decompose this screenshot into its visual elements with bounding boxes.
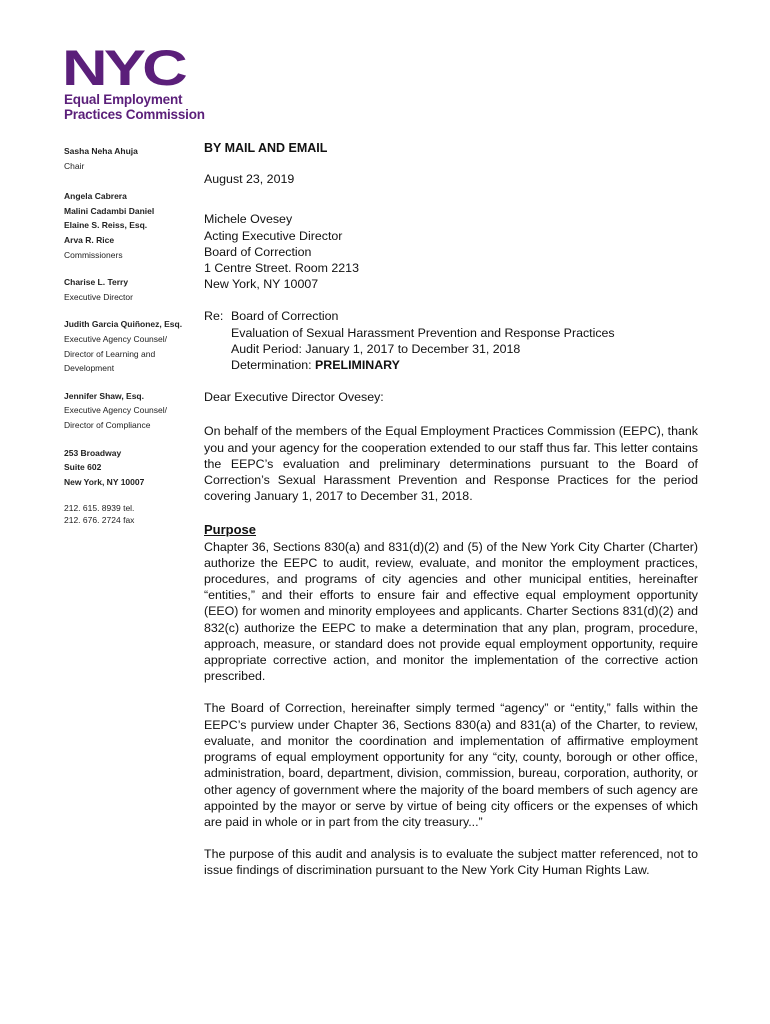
paragraph-intro: On behalf of the members of the Equal Employment Practices Commission (EEPC), thank you and your agency for the cooperation extended to our staff thus far. This letter contains the EEPC’s evaluation and preliminary determinations pursuant to the Board of Correction’s Sexual Harassment Prevention and Response Practices for the period covering January 1, 2017 to December 31, 2018. bbox=[204, 424, 698, 504]
counsel-learning-title: Director of Learning and bbox=[64, 348, 156, 359]
chair-name: Sasha Neha Ahuja bbox=[64, 146, 138, 156]
phone-number: 212. 615. 8939 tel. bbox=[64, 503, 135, 514]
address-group bbox=[64, 446, 194, 490]
re-line: Board of Correction bbox=[231, 309, 339, 324]
paragraph-authority: Chapter 36, Sections 830(a) and 831(d)(2) and (5) of the New York City Charter (Charter) authorize the EEPC to audit, review, evaluate, and monitor the employment practices, procedures, and programs of city agencies and other municipal entities, hereinafter “entities,” and their efforts to ensure fair and effective equal employment opportunity (EEO) for women and minority employees and applicants. Charter Sections 831(d)(2) and 832(c) authorize the EEPC to make a determination that any plan, program, procedure, approach, measure, or standard does not provide equal employment opportunity, require appropriate corrective action, and monitor the implementation of the corrective action prescribed. bbox=[204, 539, 698, 684]
salutation: Dear Executive Director Ovesey: bbox=[204, 390, 384, 405]
address-line: Suite 602 bbox=[64, 462, 102, 473]
commissioners-group bbox=[64, 189, 194, 262]
recipient-line: 1 Centre Street. Room 2213 bbox=[204, 261, 359, 276]
counsel-compliance-title: Executive Agency Counsel/ bbox=[64, 405, 168, 416]
re-block bbox=[204, 308, 698, 373]
counsel-compliance-title: Director of Compliance bbox=[64, 419, 151, 430]
purpose-heading: Purpose bbox=[204, 522, 257, 538]
org-name-line2: Practices Commission bbox=[64, 107, 205, 122]
determination-line bbox=[231, 357, 615, 373]
determination-label: Determination: bbox=[231, 358, 316, 373]
fax-number: 212. 676. 2724 fax bbox=[64, 515, 135, 526]
re-line: Evaluation of Sexual Harassment Prevention and Response Practices bbox=[231, 325, 615, 340]
address-line: New York, NY 10007 bbox=[64, 476, 145, 487]
sidebar-staff-list bbox=[64, 144, 194, 539]
chair-title: Chair bbox=[64, 160, 85, 171]
re-lines bbox=[231, 308, 615, 373]
executive-director-group bbox=[64, 275, 194, 304]
commissioner-name: Arva R. Rice bbox=[64, 234, 115, 245]
commissioner-name: Angela Cabrera bbox=[64, 191, 127, 202]
recipient-line: Acting Executive Director bbox=[204, 228, 343, 243]
counsel-compliance-group bbox=[64, 389, 194, 433]
paragraph-jurisdiction: The Board of Correction, hereinafter simply termed “agency” or “entity,” falls within the EEPC’s purview under Chapter 36, Sections 830(a) and 831(a) of the Charter, to review, evaluate, and monitor the coordination and implementation of affirmative employment programs of equal employment opportunity for any “city, county, borough or other office, administration, board, department, division, commission, bureau, corporation, authority, or other agency of government where the majority of the board members of such agency are appointed by the mayor or serve by virtue of being city officers or the expenses of which are paid in whole or in part from the city treasury...” bbox=[204, 701, 698, 829]
recipient-line: Board of Correction bbox=[204, 244, 312, 259]
counsel-learning-title: Executive Agency Counsel/ bbox=[64, 333, 168, 344]
nyc-logo-text: NYC bbox=[62, 45, 186, 89]
recipient-block bbox=[204, 211, 698, 292]
org-name-line1: Equal Employment bbox=[64, 92, 183, 107]
org-name bbox=[64, 92, 205, 122]
counsel-learning-name: Judith Garcia Quiñonez, Esq. bbox=[64, 319, 183, 330]
commissioner-name: Elaine S. Reiss, Esq. bbox=[64, 220, 148, 231]
executive-director-name: Charise L. Terry bbox=[64, 277, 129, 288]
commissioners-title: Commissioners bbox=[64, 249, 123, 260]
executive-director-title: Executive Director bbox=[64, 291, 133, 302]
re-line: Audit Period: January 1, 2017 to December 31, 2018 bbox=[231, 341, 521, 356]
recipient-line: Michele Ovesey bbox=[204, 212, 293, 227]
recipient-line: New York, NY 10007 bbox=[204, 277, 319, 292]
address-line: 253 Broadway bbox=[64, 447, 122, 458]
counsel-compliance-name: Jennifer Shaw, Esq. bbox=[64, 390, 144, 401]
chair-group bbox=[64, 144, 194, 173]
counsel-learning-title: Development bbox=[64, 363, 115, 374]
paragraph-purpose: The purpose of this audit and analysis is to evaluate the subject matter referenced, not to issue findings of discrimination pursuant to the New York City Human Rights Law. bbox=[204, 847, 698, 878]
nyc-logo-mark bbox=[62, 45, 186, 89]
determination-value: PRELIMINARY bbox=[315, 358, 400, 373]
nyc-logo bbox=[62, 45, 186, 94]
contact-group bbox=[64, 502, 194, 526]
commissioner-name: Malini Cadambi Daniel bbox=[64, 205, 155, 216]
letter-body bbox=[204, 140, 698, 879]
letter-date: August 23, 2019 bbox=[204, 172, 295, 187]
re-label: Re: bbox=[204, 309, 224, 324]
delivery-method: BY MAIL AND EMAIL bbox=[204, 141, 328, 155]
counsel-learning-group bbox=[64, 317, 194, 375]
